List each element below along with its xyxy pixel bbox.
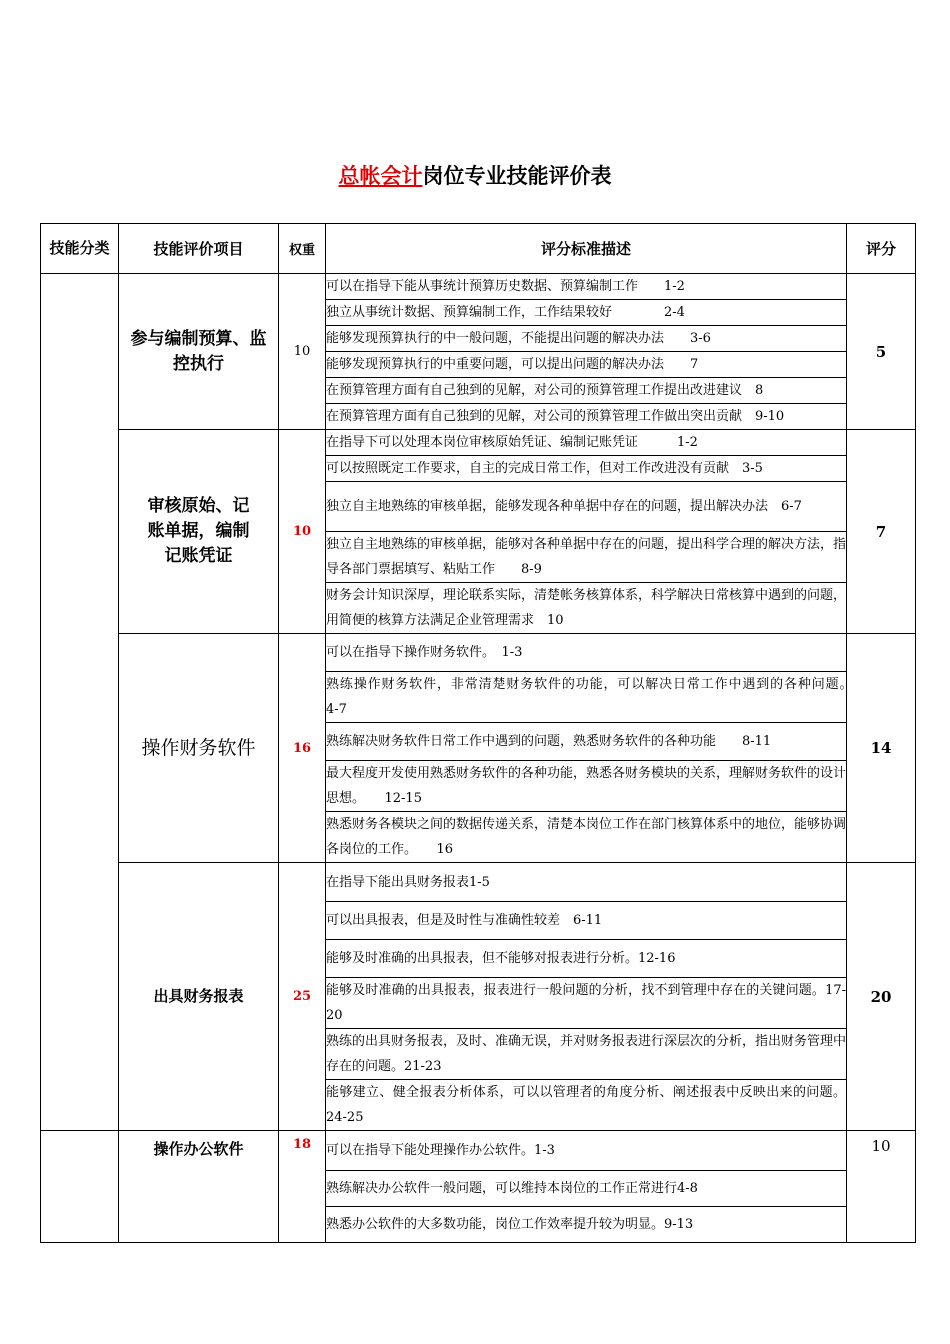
- score-cell: 20: [847, 863, 916, 1131]
- item-cell: 出具财务报表: [119, 863, 279, 1131]
- criteria-cell: 财务会计知识深厚，理论联系实际，清楚帐务核算体系，科学解决日常核算中遇到的问题，用简便的核算方法满足企业管理需求 10: [326, 583, 847, 634]
- criteria-cell: 可以出具报表，但是及时性与准确性较差 6-11: [326, 902, 847, 940]
- criteria-cell: 在预算管理方面有自己独到的见解，对公司的预算管理工作提出改进建议 8: [326, 378, 847, 404]
- criteria-cell: 能够发现预算执行的中重要问题，可以提出问题的解决办法 7: [326, 352, 847, 378]
- header-row: [41, 224, 916, 274]
- criteria-cell: 独立自主地熟练的审核单据，能够对各种单据中存在的问题，提出科学合理的解决方法，指导各部门票据填写、粘贴工作 8-9: [326, 532, 847, 583]
- criteria-cell: 可以在指导下能从事统计预算历史数据、预算编制工作 1-2: [326, 274, 847, 300]
- criteria-cell: 能够发现预算执行的中一般问题，不能提出问题的解决办法 3-6: [326, 326, 847, 352]
- table-row: [41, 1131, 916, 1171]
- criteria-cell: 熟练解决财务软件日常工作中遇到的问题，熟悉财务软件的各种功能 8-11: [326, 723, 847, 761]
- criteria-cell: 最大程度开发使用熟悉财务软件的各种功能，熟悉各财务模块的关系，理解财务软件的设计思想。 12-15: [326, 761, 847, 812]
- item-cell: 操作办公软件: [119, 1131, 279, 1243]
- score-cell: 14: [847, 634, 916, 863]
- criteria-cell: 熟练解决办公软件一般问题，可以维持本岗位的工作正常进行4-8: [326, 1171, 847, 1207]
- criteria-cell: 可以在指导下能处理操作办公软件。1-3: [326, 1131, 847, 1171]
- category-cell: [41, 274, 119, 1131]
- criteria-cell: 熟练的出具财务报表，及时、准确无误，并对财务报表进行深层次的分析，指出财务管理中存在的问题。21-23: [326, 1029, 847, 1080]
- criteria-cell: 独立自主地熟练的审核单据，能够发现各种单据中存在的问题，提出解决办法 6-7: [326, 482, 847, 532]
- page-title: [0, 160, 950, 190]
- score-cell: 10: [847, 1131, 916, 1243]
- title-rest: 岗位专业技能评价表: [422, 164, 612, 188]
- criteria-cell: 在指导下可以处理本岗位审核原始凭证、编制记账凭证 1-2: [326, 430, 847, 456]
- criteria-cell: 在指导下能出具财务报表1-5: [326, 863, 847, 902]
- item-cell: 参与编制预算、监控执行: [119, 274, 279, 430]
- header-item: 技能评价项目: [119, 224, 279, 274]
- criteria-cell: 熟悉财务各模块之间的数据传递关系，清楚本岗位工作在部门核算体系中的地位，能够协调各岗位的工作。 16: [326, 812, 847, 863]
- weight-cell: 10: [279, 430, 326, 634]
- weight-cell: 25: [279, 863, 326, 1131]
- criteria-cell: 可以按照既定工作要求，自主的完成日常工作，但对工作改进没有贡献 3-5: [326, 456, 847, 482]
- criteria-cell: 独立从事统计数据、预算编制工作，工作结果较好 2-4: [326, 300, 847, 326]
- table-row: [41, 863, 916, 902]
- table-row: [41, 274, 916, 300]
- category-cell: [41, 1131, 119, 1243]
- criteria-cell: 在预算管理方面有自己独到的见解，对公司的预算管理工作做出突出贡献 9-10: [326, 404, 847, 430]
- table-row: [41, 634, 916, 672]
- header-category: 技能分类: [41, 224, 119, 274]
- criteria-cell: 熟悉办公软件的大多数功能，岗位工作效率提升较为明显。9-13: [326, 1207, 847, 1243]
- score-cell: 7: [847, 430, 916, 634]
- criteria-cell: 能够建立、健全报表分析体系，可以以管理者的角度分析、阐述报表中反映出来的问题。24-25: [326, 1080, 847, 1131]
- skill-evaluation-table: [40, 223, 916, 1243]
- criteria-cell: 熟练操作财务软件，非常清楚财务软件的功能，可以解决日常工作中遇到的各种问题。 4-7: [326, 672, 847, 723]
- header-score: 评分: [847, 224, 916, 274]
- item-cell: 审核原始、记账单据，编制记账凭证: [119, 430, 279, 634]
- score-cell: 5: [847, 274, 916, 430]
- header-criteria: 评分标准描述: [326, 224, 847, 274]
- title-highlight: 总帐会计: [338, 164, 423, 188]
- table-row: [41, 430, 916, 456]
- criteria-cell: 能够及时准确的出具报表，报表进行一般问题的分析，找不到管理中存在的关键问题。17-20: [326, 978, 847, 1029]
- weight-cell: 16: [279, 634, 326, 863]
- item-cell: 操作财务软件: [119, 634, 279, 863]
- header-weight: 权重: [279, 224, 326, 274]
- weight-cell: 10: [279, 274, 326, 430]
- criteria-cell: 能够及时准确的出具报表，但不能够对报表进行分析。12-16: [326, 940, 847, 978]
- criteria-cell: 可以在指导下操作财务软件。 1-3: [326, 634, 847, 672]
- weight-cell: 18: [279, 1131, 326, 1243]
